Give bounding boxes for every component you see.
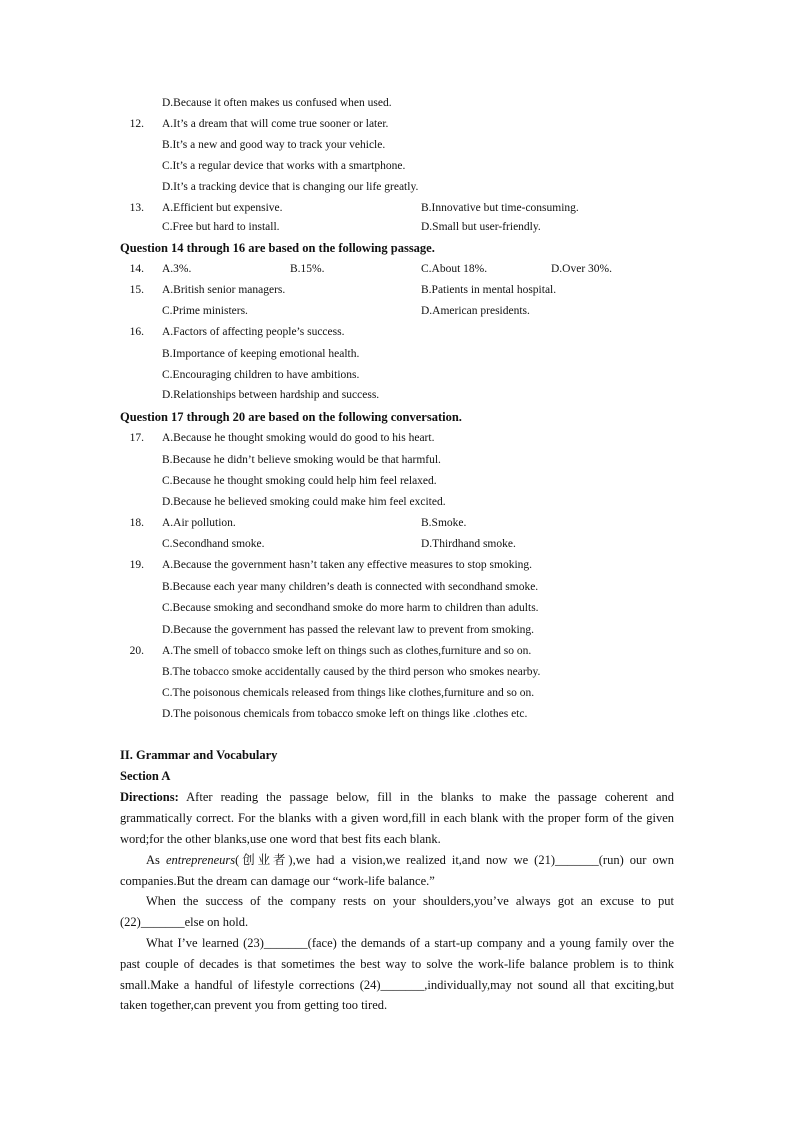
q14-number: 14. bbox=[129, 263, 144, 275]
q15-number: 15. bbox=[129, 284, 144, 296]
q18-number: 18. bbox=[129, 517, 144, 529]
q13-option-b: B.Innovative but time-consuming. bbox=[421, 202, 579, 214]
q18-option-c: C.Secondhand smoke. bbox=[162, 538, 265, 550]
q14-option-d: D.Over 30%. bbox=[551, 263, 612, 275]
q20-option-d: D.The poisonous chemicals from tobacco smoke left on things like .clothes etc. bbox=[162, 708, 528, 720]
p1-start: As bbox=[146, 853, 166, 867]
heading-questions-17-20: Question 17 through 20 are based on the following conversation. bbox=[120, 410, 462, 424]
q16-number: 16. bbox=[129, 326, 144, 338]
q12-number: 12. bbox=[129, 118, 144, 130]
q19-option-b: B.Because each year many children’s death is connected with secondhand smoke. bbox=[162, 581, 539, 593]
q19-option-c: C.Because smoking and secondhand smoke do more harm to children than adults. bbox=[162, 602, 539, 614]
q20-option-a: A.The smell of tobacco smoke left on things such as clothes,furniture and so on. bbox=[162, 645, 532, 657]
q18-option-d: D.Thirdhand smoke. bbox=[421, 538, 516, 550]
q17-option-c: C.Because he thought smoking could help him feel relaxed. bbox=[162, 475, 437, 487]
passage-paragraph-2: When the success of the company rests on your shoulders,you’ve always got an excuse to put (22)_______else on hold. bbox=[120, 894, 674, 929]
q19-option-a: A.Because the government hasn’t taken any effective measures to stop smoking. bbox=[162, 559, 533, 571]
directions-text: After reading the passage below, fill in the blanks to make the passage coherent and grammatically correct. For the blanks with a given word,fill in each blank with the proper form of the given word;for the other blanks,use one word that best fits each blank. bbox=[120, 790, 674, 846]
q18-option-a: A.Air pollution. bbox=[162, 517, 236, 529]
q15-option-d: D.American presidents. bbox=[421, 305, 530, 317]
q19-option-d: D.Because the government has passed the relevant law to prevent from smoking. bbox=[162, 624, 535, 636]
p1-italic-word: entrepreneurs bbox=[165, 853, 236, 867]
passage-paragraph-1 bbox=[120, 850, 674, 892]
q20-option-c: C.The poisonous chemicals released from things like clothes,furniture and so on. bbox=[162, 687, 535, 699]
q14-option-a: A.3%. bbox=[162, 263, 192, 275]
section-subtitle: Section A bbox=[120, 769, 171, 783]
q20-number: 20. bbox=[129, 645, 144, 657]
q12-option-b: B.It’s a new and good way to track your vehicle. bbox=[162, 139, 386, 151]
q17-number: 17. bbox=[129, 432, 144, 444]
q18-option-b: B.Smoke. bbox=[421, 517, 467, 529]
q14-option-c: C.About 18%. bbox=[421, 263, 488, 275]
q15-option-c: C.Prime ministers. bbox=[162, 305, 248, 317]
q16-option-d: D.Relationships between hardship and success. bbox=[162, 389, 380, 401]
q14-option-b: B.15%. bbox=[290, 263, 325, 275]
q17-option-a: A.Because he thought smoking would do good to his heart. bbox=[162, 432, 435, 444]
q12-option-a: A.It’s a dream that will come true sooner or later. bbox=[162, 118, 389, 130]
q11-option-d: D.Because it often makes us confused when used. bbox=[162, 97, 392, 109]
q16-option-c: C.Encouraging children to have ambitions. bbox=[162, 369, 360, 381]
q19-number: 19. bbox=[129, 559, 144, 571]
q16-option-b: B.Importance of keeping emotional health. bbox=[162, 348, 360, 360]
passage-paragraph-3: What I’ve learned (23)_______(face) the demands of a start-up company and a young family over the past couple of decades is that sometimes the best way to solve the work-life balance problem is to think small.Make a handful of lifestyle corrections (24)_______,individually,may not sound all that exciting,but taken together,can prevent you from getting too tired. bbox=[120, 936, 674, 1013]
section-title: II. Grammar and Vocabulary bbox=[120, 748, 278, 762]
directions-paragraph bbox=[120, 787, 674, 849]
heading-questions-14-16: Question 14 through 16 are based on the following passage. bbox=[120, 241, 435, 255]
q13-option-c: C.Free but hard to install. bbox=[162, 221, 280, 233]
q13-option-d: D.Small but user-friendly. bbox=[421, 221, 541, 233]
q12-option-c: C.It’s a regular device that works with a smartphone. bbox=[162, 160, 406, 172]
q13-option-a: A.Efficient but expensive. bbox=[162, 202, 283, 214]
directions-label: Directions: bbox=[120, 790, 179, 804]
q17-option-b: B.Because he didn’t believe smoking would be that harmful. bbox=[162, 454, 441, 466]
q15-option-b: B.Patients in mental hospital. bbox=[421, 284, 557, 296]
q13-number: 13. bbox=[129, 202, 144, 214]
q15-option-a: A.British senior managers. bbox=[162, 284, 286, 296]
q16-option-a: A.Factors of affecting people’s success. bbox=[162, 326, 345, 338]
q20-option-b: B.The tobacco smoke accidentally caused by the third person who smokes nearby. bbox=[162, 666, 541, 678]
p1-rest: (创业者),we had a vision,we realized it,and now we (21)_______(run) our own companies.But the dream can damage our “work-life balance.” bbox=[120, 853, 674, 888]
q17-option-d: D.Because he believed smoking could make him feel excited. bbox=[162, 496, 446, 508]
q12-option-d: D.It’s a tracking device that is changing our life greatly. bbox=[162, 181, 419, 193]
